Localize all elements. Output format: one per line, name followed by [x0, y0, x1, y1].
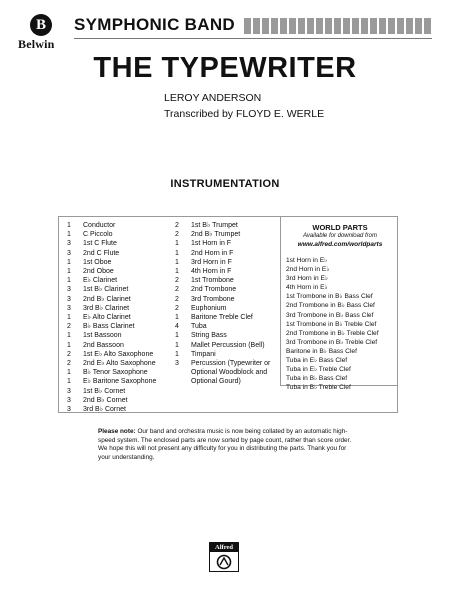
arranger: Transcribed by FLOYD E. WERLE	[164, 108, 325, 120]
instrument-name: Euphonium	[191, 304, 227, 312]
instrument-quantity: 3	[67, 240, 71, 248]
instrument-quantity: 2	[67, 360, 71, 368]
instrument-name: B♭ Bass Clarinet	[83, 323, 135, 331]
instrument-row	[67, 313, 156, 322]
world-part-item: 2nd Trombone in B♭ Treble Clef	[286, 329, 379, 337]
collation-note	[98, 428, 356, 462]
note-text: Our band and orchestra music is now being collated by an automatic high-speed system. The enclosed parts are now sorted by page count, rather than score order. We hope this will not present any difficulty for you in distributing the parts. Thank you for your understanding.	[98, 428, 352, 461]
instrument-quantity: 1	[175, 314, 179, 322]
alfred-logo	[209, 542, 239, 572]
instrument-quantity: 1	[67, 314, 71, 322]
instrument-name: 1st Oboe	[83, 258, 112, 266]
instrument-row	[67, 285, 156, 294]
instrument-row	[175, 239, 283, 248]
instrument-name: E♭ Clarinet	[83, 277, 118, 285]
instrument-quantity: 2	[67, 323, 71, 331]
instrument-quantity: 1	[67, 268, 71, 276]
instrument-quantity: 1	[67, 369, 71, 377]
instrument-name: 2nd Trombone	[191, 286, 237, 294]
instrument-quantity: 1	[67, 378, 71, 386]
instrument-row	[67, 276, 156, 285]
instrument-quantity: 1	[175, 268, 179, 276]
instrument-quantity: 2	[67, 350, 71, 358]
instrument-quantity: 3	[67, 304, 71, 312]
world-part-item: Tuba in E♭ Treble Clef	[286, 366, 351, 374]
instrument-name: 1st B♭ Trumpet	[191, 222, 238, 229]
instrument-row	[175, 221, 283, 230]
instrument-list-right	[175, 221, 283, 387]
instrument-name: E♭ Alto Clarinet	[83, 314, 131, 322]
instrument-quantity: 3	[175, 360, 179, 368]
instrument-name: 2nd E♭ Alto Saxophone	[83, 360, 156, 368]
world-part-item: 3rd Trombone in B♭ Bass Clef	[286, 311, 374, 319]
instrument-list-left	[67, 221, 156, 414]
instrument-name: 2nd B♭ Cornet	[83, 396, 128, 404]
instrument-name: 2nd B♭ Trumpet	[191, 231, 241, 239]
instrument-name: 1st B♭ Clarinet	[83, 286, 129, 294]
instrument-row	[175, 276, 283, 285]
instrument-name: 3rd B♭ Cornet	[83, 406, 126, 414]
instrument-name: Timpani	[191, 350, 216, 358]
instrument-row	[67, 221, 156, 230]
instrument-quantity: 1	[67, 332, 71, 340]
instrument-row	[67, 249, 156, 258]
instrument-row	[67, 396, 156, 405]
instrument-row	[67, 230, 156, 239]
decorative-stripes	[244, 18, 434, 34]
header	[18, 14, 432, 51]
instrument-quantity: 1	[67, 222, 71, 229]
publisher-name: Belwin	[18, 37, 55, 51]
instrument-row	[67, 377, 156, 386]
world-part-item: Tuba in B♭ Bass Clef	[286, 375, 348, 383]
instrument-row	[67, 267, 156, 276]
instrument-quantity: 2	[175, 286, 179, 294]
instrument-name: 1st Horn in F	[191, 240, 232, 248]
instrument-row	[175, 331, 283, 340]
world-parts-title: WORLD PARTS	[312, 223, 368, 232]
instrument-quantity: 1	[67, 277, 71, 285]
world-part-item: 1st Horn in E♭	[286, 257, 328, 264]
world-part-item: 1st Trombone in B♭ Treble Clef	[286, 320, 377, 328]
world-part-item: Baritone in B♭ Bass Clef	[286, 347, 357, 355]
world-parts-list	[286, 256, 379, 392]
instrument-row	[175, 249, 283, 258]
world-part-item: 2nd Horn in E♭	[286, 266, 330, 274]
instrument-row	[175, 322, 283, 331]
instrument-row	[67, 295, 156, 304]
instrument-row	[175, 341, 283, 350]
instrument-name: 2nd Bassoon	[83, 341, 124, 349]
world-parts-box	[280, 216, 398, 392]
instrument-name: 1st Trombone	[191, 277, 234, 285]
world-parts-subtitle: Available for download from	[303, 233, 377, 239]
instrument-row	[67, 304, 156, 313]
instrument-name: 2nd Oboe	[83, 268, 114, 276]
instrument-row	[175, 230, 283, 239]
alfred-logo-label: Alfred	[210, 543, 238, 552]
series-title: SYMPHONIC BAND	[74, 15, 235, 34]
instrument-row	[175, 313, 283, 322]
instrument-quantity: 1	[175, 350, 179, 358]
instrument-name: Conductor	[83, 222, 116, 229]
instrumentation-heading: INSTRUMENTATION	[170, 178, 280, 190]
instrument-quantity: 3	[67, 249, 71, 257]
instrument-quantity: 2	[175, 295, 179, 303]
instrument-name: Baritone Treble Clef	[191, 314, 253, 322]
instrument-quantity: 1	[175, 258, 179, 266]
instrument-row	[175, 295, 283, 304]
world-part-item: 4th Horn in E♭	[286, 284, 328, 292]
instrument-name: E♭ Baritone Saxophone	[83, 378, 157, 386]
world-part-item: Tuba in E♭ Bass Clef	[286, 357, 348, 365]
instrument-name: 2nd C Flute	[83, 249, 120, 257]
instrument-name: 1st Bassoon	[83, 332, 122, 340]
instrument-name: Tuba	[191, 323, 207, 331]
instrument-row	[175, 359, 283, 387]
instrument-quantity: 2	[175, 304, 179, 312]
instrument-quantity: 1	[175, 240, 179, 248]
composer: LEROY ANDERSON	[164, 92, 262, 104]
instrument-row	[67, 341, 156, 350]
instrument-row	[67, 387, 156, 396]
world-part-item: 2nd Trombone in B♭ Bass Clef	[286, 302, 375, 310]
instrument-quantity: 1	[67, 341, 71, 349]
belwin-logo-icon: B	[30, 14, 52, 36]
instrument-name: String Bass	[191, 332, 227, 340]
instrument-quantity: 1	[67, 231, 71, 239]
instrument-quantity: 4	[175, 323, 179, 331]
world-part-item: Tuba in B♭ Treble Clef	[286, 384, 351, 392]
world-parts-url: www.alfred.com/worldparts	[297, 241, 383, 248]
note-label: Please note:	[98, 428, 136, 435]
instrument-name: 1st B♭ Cornet	[83, 387, 126, 395]
instrument-quantity: 3	[67, 295, 71, 303]
instrument-name: C Piccolo	[83, 231, 113, 239]
instrument-name: 1st E♭ Alto Saxophone	[83, 350, 154, 358]
instrument-row	[67, 331, 156, 340]
instrument-name: 1st C Flute	[83, 240, 117, 248]
instrument-quantity: 2	[175, 277, 179, 285]
instrument-name: 4th Horn in F	[191, 268, 232, 276]
instrument-name: 3rd B♭ Clarinet	[83, 304, 130, 312]
instrument-name: 3rd Trombone	[191, 295, 235, 303]
instrument-quantity: 1	[175, 249, 179, 257]
instrument-row	[67, 350, 156, 359]
instrument-quantity: 3	[67, 286, 71, 294]
alfred-emblem-icon	[210, 552, 238, 571]
instrument-row	[175, 285, 283, 294]
instrument-row	[67, 368, 156, 377]
instrument-name: 2nd B♭ Clarinet	[83, 295, 131, 303]
piece-title: THE TYPEWRITER	[93, 52, 357, 84]
instrument-quantity: 3	[67, 396, 71, 404]
world-part-item: 3rd Horn in E♭	[286, 275, 328, 283]
instrument-name: Mallet Percussion (Bell)	[191, 341, 265, 349]
instrument-row	[175, 350, 283, 359]
instrument-row	[67, 359, 156, 368]
world-part-item: 1st Trombone in B♭ Bass Clef	[286, 293, 373, 301]
instrument-name: Percussion (Typewriter or Optional Woodblock and Optional Gourd)	[191, 360, 271, 386]
instrument-row	[175, 267, 283, 276]
instrument-quantity: 2	[175, 231, 179, 239]
instrument-row	[67, 405, 156, 414]
instrument-row	[67, 322, 156, 331]
instrument-quantity: 3	[67, 387, 71, 395]
instrument-quantity: 2	[175, 222, 179, 229]
instrument-name: B♭ Tenor Saxophone	[83, 369, 148, 377]
instrument-row	[67, 239, 156, 248]
instrument-quantity: 3	[67, 406, 71, 414]
instrument-name: 3rd Horn in F	[191, 258, 232, 266]
instrument-row	[175, 304, 283, 313]
world-part-item: 3rd Trombone in B♭ Treble Clef	[286, 338, 378, 346]
instrument-name: 2nd Horn in F	[191, 249, 234, 257]
instrument-quantity: 1	[175, 341, 179, 349]
instrument-row	[67, 258, 156, 267]
instrument-row	[175, 258, 283, 267]
instrument-quantity: 1	[67, 258, 71, 266]
instrument-quantity: 1	[175, 332, 179, 340]
header-rule	[74, 38, 432, 39]
